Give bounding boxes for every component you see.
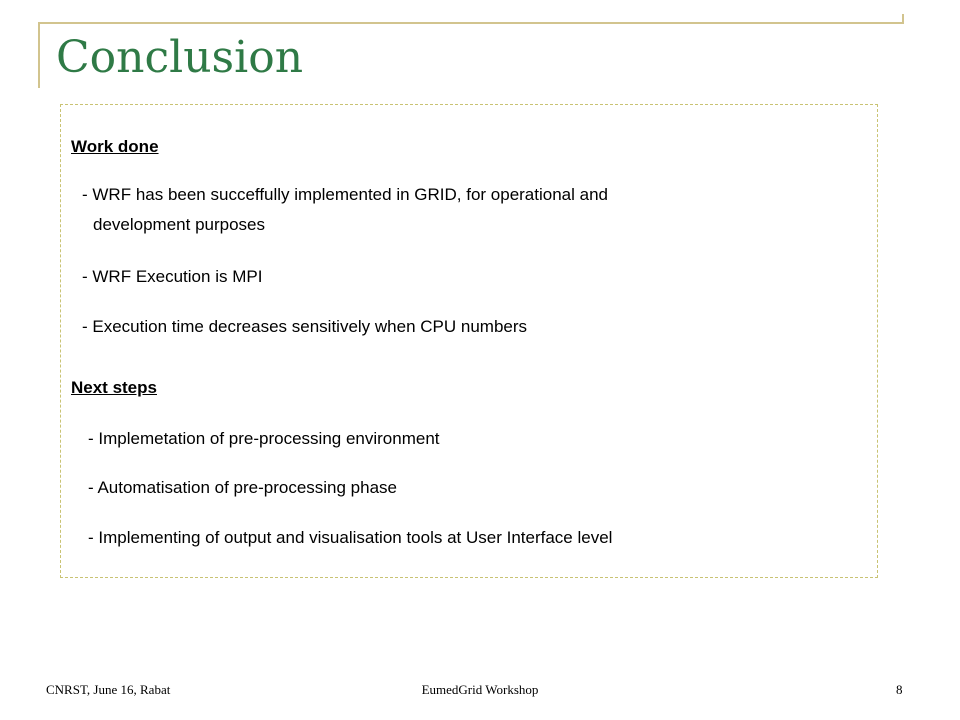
list-item xyxy=(88,473,397,503)
list-item-line-continued: development purposes xyxy=(93,215,266,234)
slide-title: Conclusion xyxy=(56,32,304,83)
list-item-line: - Implemetation of pre-processing environment xyxy=(88,429,440,448)
list-item xyxy=(88,424,440,454)
list-item-line: - WRF has been succeffully implemented in GRID, for operational and xyxy=(82,185,608,204)
list-item xyxy=(88,523,612,553)
list-item xyxy=(82,262,262,292)
page-number: 8 xyxy=(896,682,903,697)
list-item-line: - Automatisation of pre-processing phase xyxy=(88,478,398,497)
list-item-line: - Implementing of output and visualisation tools at User Interface level xyxy=(88,528,613,547)
footer-center-text: EumedGrid Workshop xyxy=(421,682,539,697)
list-item xyxy=(82,312,527,342)
work-done-heading: Work done xyxy=(71,137,159,156)
top-decoration-line xyxy=(38,22,904,24)
list-item-line: - Execution time decreases sensitively when CPU numbers xyxy=(82,317,528,336)
content-box xyxy=(60,104,878,578)
footer-left-text: CNRST, June 16, Rabat xyxy=(46,682,171,697)
corner-decoration-tick xyxy=(902,14,904,24)
next-steps-heading: Next steps xyxy=(71,378,157,397)
list-item-line: - WRF Execution is MPI xyxy=(82,267,263,286)
left-decoration-line xyxy=(38,22,40,88)
list-item xyxy=(82,180,608,240)
